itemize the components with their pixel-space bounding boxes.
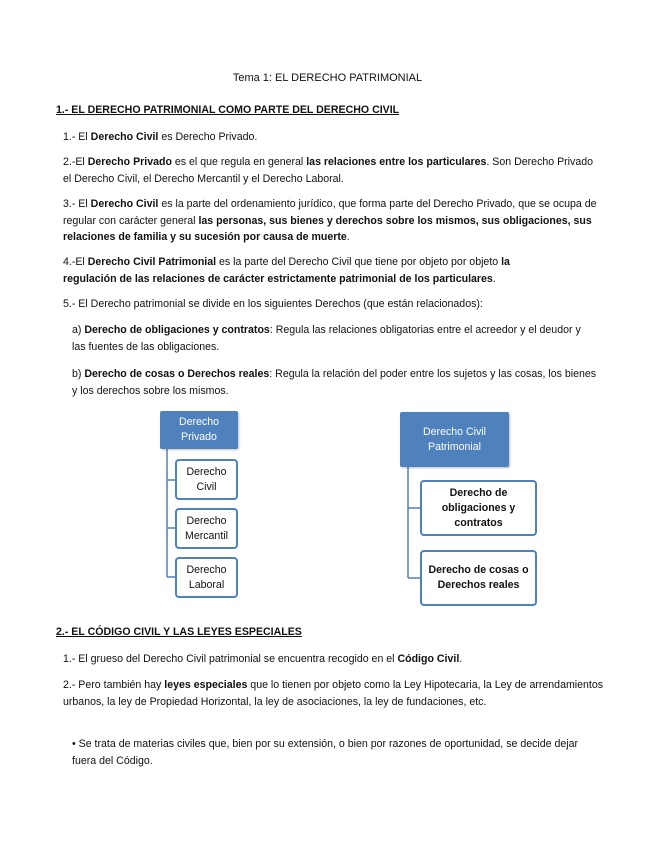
diagram-left-child-laboral: Derecho Laboral — [175, 557, 238, 598]
diagram-left-child-mercantil: Derecho Mercantil — [175, 508, 238, 549]
s2-paragraph-1: 1.- El grueso del Derecho Civil patrimonial se encuentra recogido en el Código Civil. — [63, 653, 463, 665]
section2-heading: 2.- EL CÓDIGO CIVIL Y LAS LEYES ESPECIALES — [56, 626, 302, 638]
diagram-left-head: Derecho Privado — [160, 411, 238, 449]
diagram-right-head: Derecho Civil Patrimonial — [400, 412, 509, 467]
s2-bullet: • Se trata de materias civiles que, bien por su extensión, o bien por razones de oportunidad, se decide dejar fuera del Código. — [72, 738, 579, 767]
s1-paragraph-b: b) Derecho de cosas o Derechos reales: Regula la relación del poder entre los sujetos y las cosas, los bienes y los derechos sobre los mismos. — [72, 368, 597, 397]
s2-paragraph-2: 2.- Pero también hay leyes especiales que lo tienen por objeto como la Ley Hipotecaria, la Ley de arrendamientos urbanos, la ley de Propiedad Horizontal, la ley de asociaciones, la ley de fundaciones, etc. — [63, 679, 604, 708]
s1-paragraph-1: 1.- El Derecho Civil es Derecho Privado. — [63, 131, 258, 143]
section1-heading: 1.- EL DERECHO PATRIMONIAL COMO PARTE DEL DERECHO CIVIL — [56, 104, 400, 116]
s1-paragraph-4: 4.-El Derecho Civil Patrimonial es la parte del Derecho Civil que tiene por objeto por objeto la regulación de las relaciones de carácter estrictamente patrimonial de los particulares. — [63, 256, 510, 285]
diagram-right-child-obligaciones: Derecho de obligaciones y contratos — [420, 480, 537, 536]
s1-paragraph-2: 2.-El Derecho Privado es el que regula en general las relaciones entre los particulares. Son Derecho Privado el Derecho Civil, el Derecho Mercantil y el Derecho Laboral. — [63, 156, 594, 185]
diagram-right-child-cosas: Derecho de cosas o Derechos reales — [420, 550, 537, 606]
document-title: Tema 1: EL DERECHO PATRIMONIAL — [232, 72, 423, 84]
s1-paragraph-3: 3.- El Derecho Civil es la parte del ordenamiento jurídico, que forma parte del Derecho Privado, que se ocupa de regular con carácter general las personas, sus bienes y derechos sobre los mismos, sus obligaciones, sus relaciones de familia y su sucesión por causa de muerte. — [63, 198, 597, 243]
s1-paragraph-a: a) Derecho de obligaciones y contratos: Regula las relaciones obligatorias entre el acreedor y el deudor y las fuentes de las obligaciones. — [72, 324, 581, 353]
diagram-left-child-civil: Derecho Civil — [175, 459, 238, 500]
s1-paragraph-5: 5.- El Derecho patrimonial se divide en los siguientes Derechos (que están relacionados): — [63, 298, 483, 310]
